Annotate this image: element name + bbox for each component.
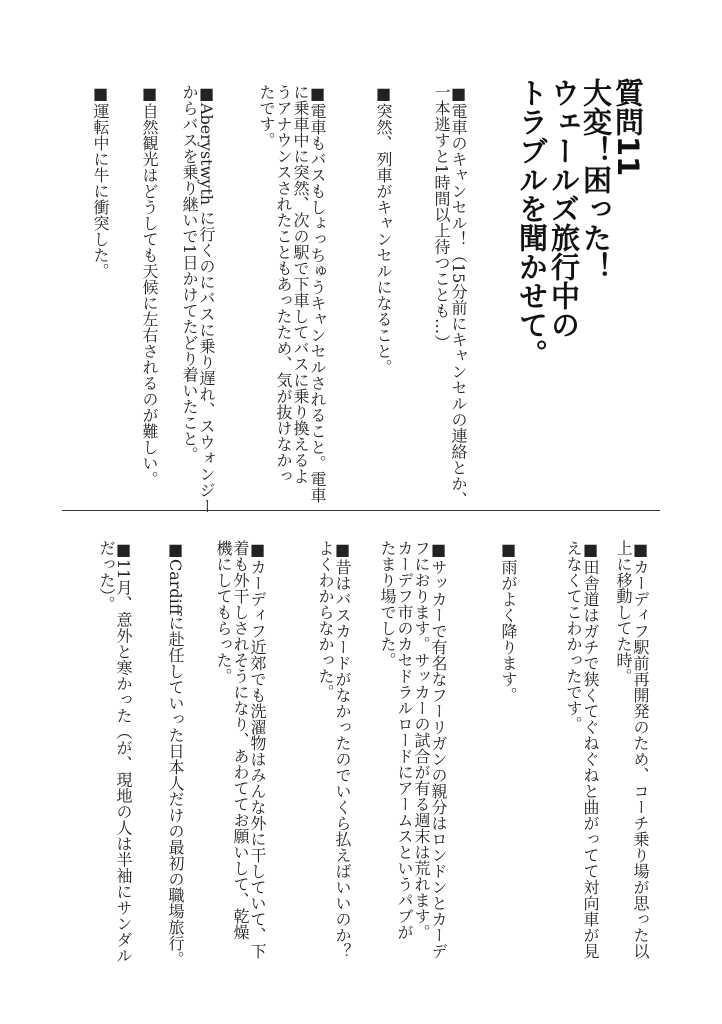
bullet-square-icon: ■ bbox=[631, 540, 650, 559]
answer-line: 雨がよく降ります。 bbox=[499, 559, 518, 703]
answer-item bbox=[317, 540, 351, 959]
answer-line: 昔はバスカードがなかったのでいくら払えばいいのか？ bbox=[333, 559, 352, 959]
bullet-square-icon: ■ bbox=[581, 540, 600, 559]
answer-line: フにおります。サッカーの試合が有る週末は荒れます。 bbox=[412, 540, 431, 940]
title-line-2: 大変！困った！ bbox=[579, 78, 613, 281]
answer-line: だった）。 bbox=[97, 540, 116, 612]
answer-line: カーディフ近郊でも洗濯物はみんな外に干していて、下 bbox=[248, 559, 267, 959]
answer-item bbox=[258, 84, 326, 503]
answer-item bbox=[375, 84, 392, 375]
answer-line: 着も外干しされそうになり、あわててお願いして、乾燥 bbox=[231, 540, 250, 940]
answer-item bbox=[433, 84, 467, 507]
answer-line: 電車もバスもしょっちゅうキャンセルされること。電車 bbox=[308, 103, 327, 503]
answer-line: カーディフ駅前再開発のため、コーチ乗り場が思った以 bbox=[631, 559, 650, 959]
answer-line: カーデフ市のカセドラルロードにアームスというパブが bbox=[395, 540, 414, 940]
answer-item bbox=[500, 540, 517, 703]
answer-line: たです。 bbox=[257, 84, 276, 148]
answer-line: 上に移動してた時。 bbox=[614, 540, 633, 684]
answer-line: サッカーで有名なフーリガンの親分はロンドンとカーデ bbox=[429, 559, 448, 959]
bullet-square-icon: ■ bbox=[499, 540, 518, 559]
answer-item bbox=[92, 84, 109, 279]
answer-line: うアナウンスされたこともあったため、気が抜けなかっ bbox=[274, 84, 293, 484]
answer-line: 運転中に牛に衝突した。 bbox=[91, 103, 110, 279]
bullet-square-icon: ■ bbox=[197, 84, 216, 103]
answer-line: からバスを乗り継いで1日かけてたどり着いたこと。 bbox=[180, 84, 199, 463]
answer-item bbox=[167, 540, 184, 967]
title-line-4: トラブルを聞かせて。 bbox=[515, 78, 549, 368]
bullet-square-icon: ■ bbox=[308, 84, 327, 103]
answer-line: 11月、意外と寒かった（が、現地の人は半袖にサンダル bbox=[114, 559, 133, 964]
bullet-square-icon: ■ bbox=[91, 84, 110, 103]
bullet-square-icon: ■ bbox=[429, 540, 448, 559]
bullet-square-icon: ■ bbox=[140, 84, 159, 103]
answer-line: 一本逃すと1時間以上待つことも…） bbox=[432, 84, 451, 351]
answer-line: Aberystwyth に行くのにバスに乗り遅れ、スウォンジー bbox=[197, 103, 216, 515]
bullet-square-icon: ■ bbox=[114, 540, 133, 559]
answer-item bbox=[98, 540, 132, 963]
answer-line: 機にしてもらった。 bbox=[214, 540, 233, 684]
answer-item bbox=[141, 84, 158, 487]
bullet-square-icon: ■ bbox=[449, 84, 468, 103]
bullet-square-icon: ■ bbox=[248, 540, 267, 559]
answer-line: よくわからなかった。 bbox=[316, 540, 335, 700]
title-line-3: ウェールズ旅行中の bbox=[547, 78, 581, 339]
answer-line: 田舎道はガチで狭くてぐねぐねと曲がってて対向車が見 bbox=[581, 559, 600, 959]
answer-item bbox=[379, 540, 447, 959]
bullet-square-icon: ■ bbox=[166, 540, 185, 559]
bullet-square-icon: ■ bbox=[374, 84, 393, 103]
title-line-1: 質問11 bbox=[611, 78, 645, 177]
answer-line: 電車のキャンセル！（15分前にキャンセルの連絡とか、 bbox=[449, 103, 468, 508]
answer-line: えなくてこわかったです。 bbox=[564, 540, 583, 732]
answer-item bbox=[615, 540, 649, 959]
section-divider bbox=[62, 510, 660, 511]
answer-line: に乗車中に突然、次の駅で下車してバスに乗り換えるよ bbox=[291, 84, 310, 484]
answer-line: 自然観光はどうしても天候に左右されるのが難しい。 bbox=[140, 103, 159, 487]
answer-line: たまり場でした。 bbox=[378, 540, 397, 668]
bullet-square-icon: ■ bbox=[333, 540, 352, 559]
answer-item bbox=[565, 540, 599, 959]
answer-line: 突然、列車がキャンセルになること。 bbox=[374, 103, 393, 375]
page-title bbox=[516, 78, 644, 368]
answer-line: Cardiffに赴任していった日本人だけの最初の職場旅行。 bbox=[166, 559, 185, 968]
answer-item bbox=[181, 84, 215, 514]
answer-item bbox=[215, 540, 266, 959]
